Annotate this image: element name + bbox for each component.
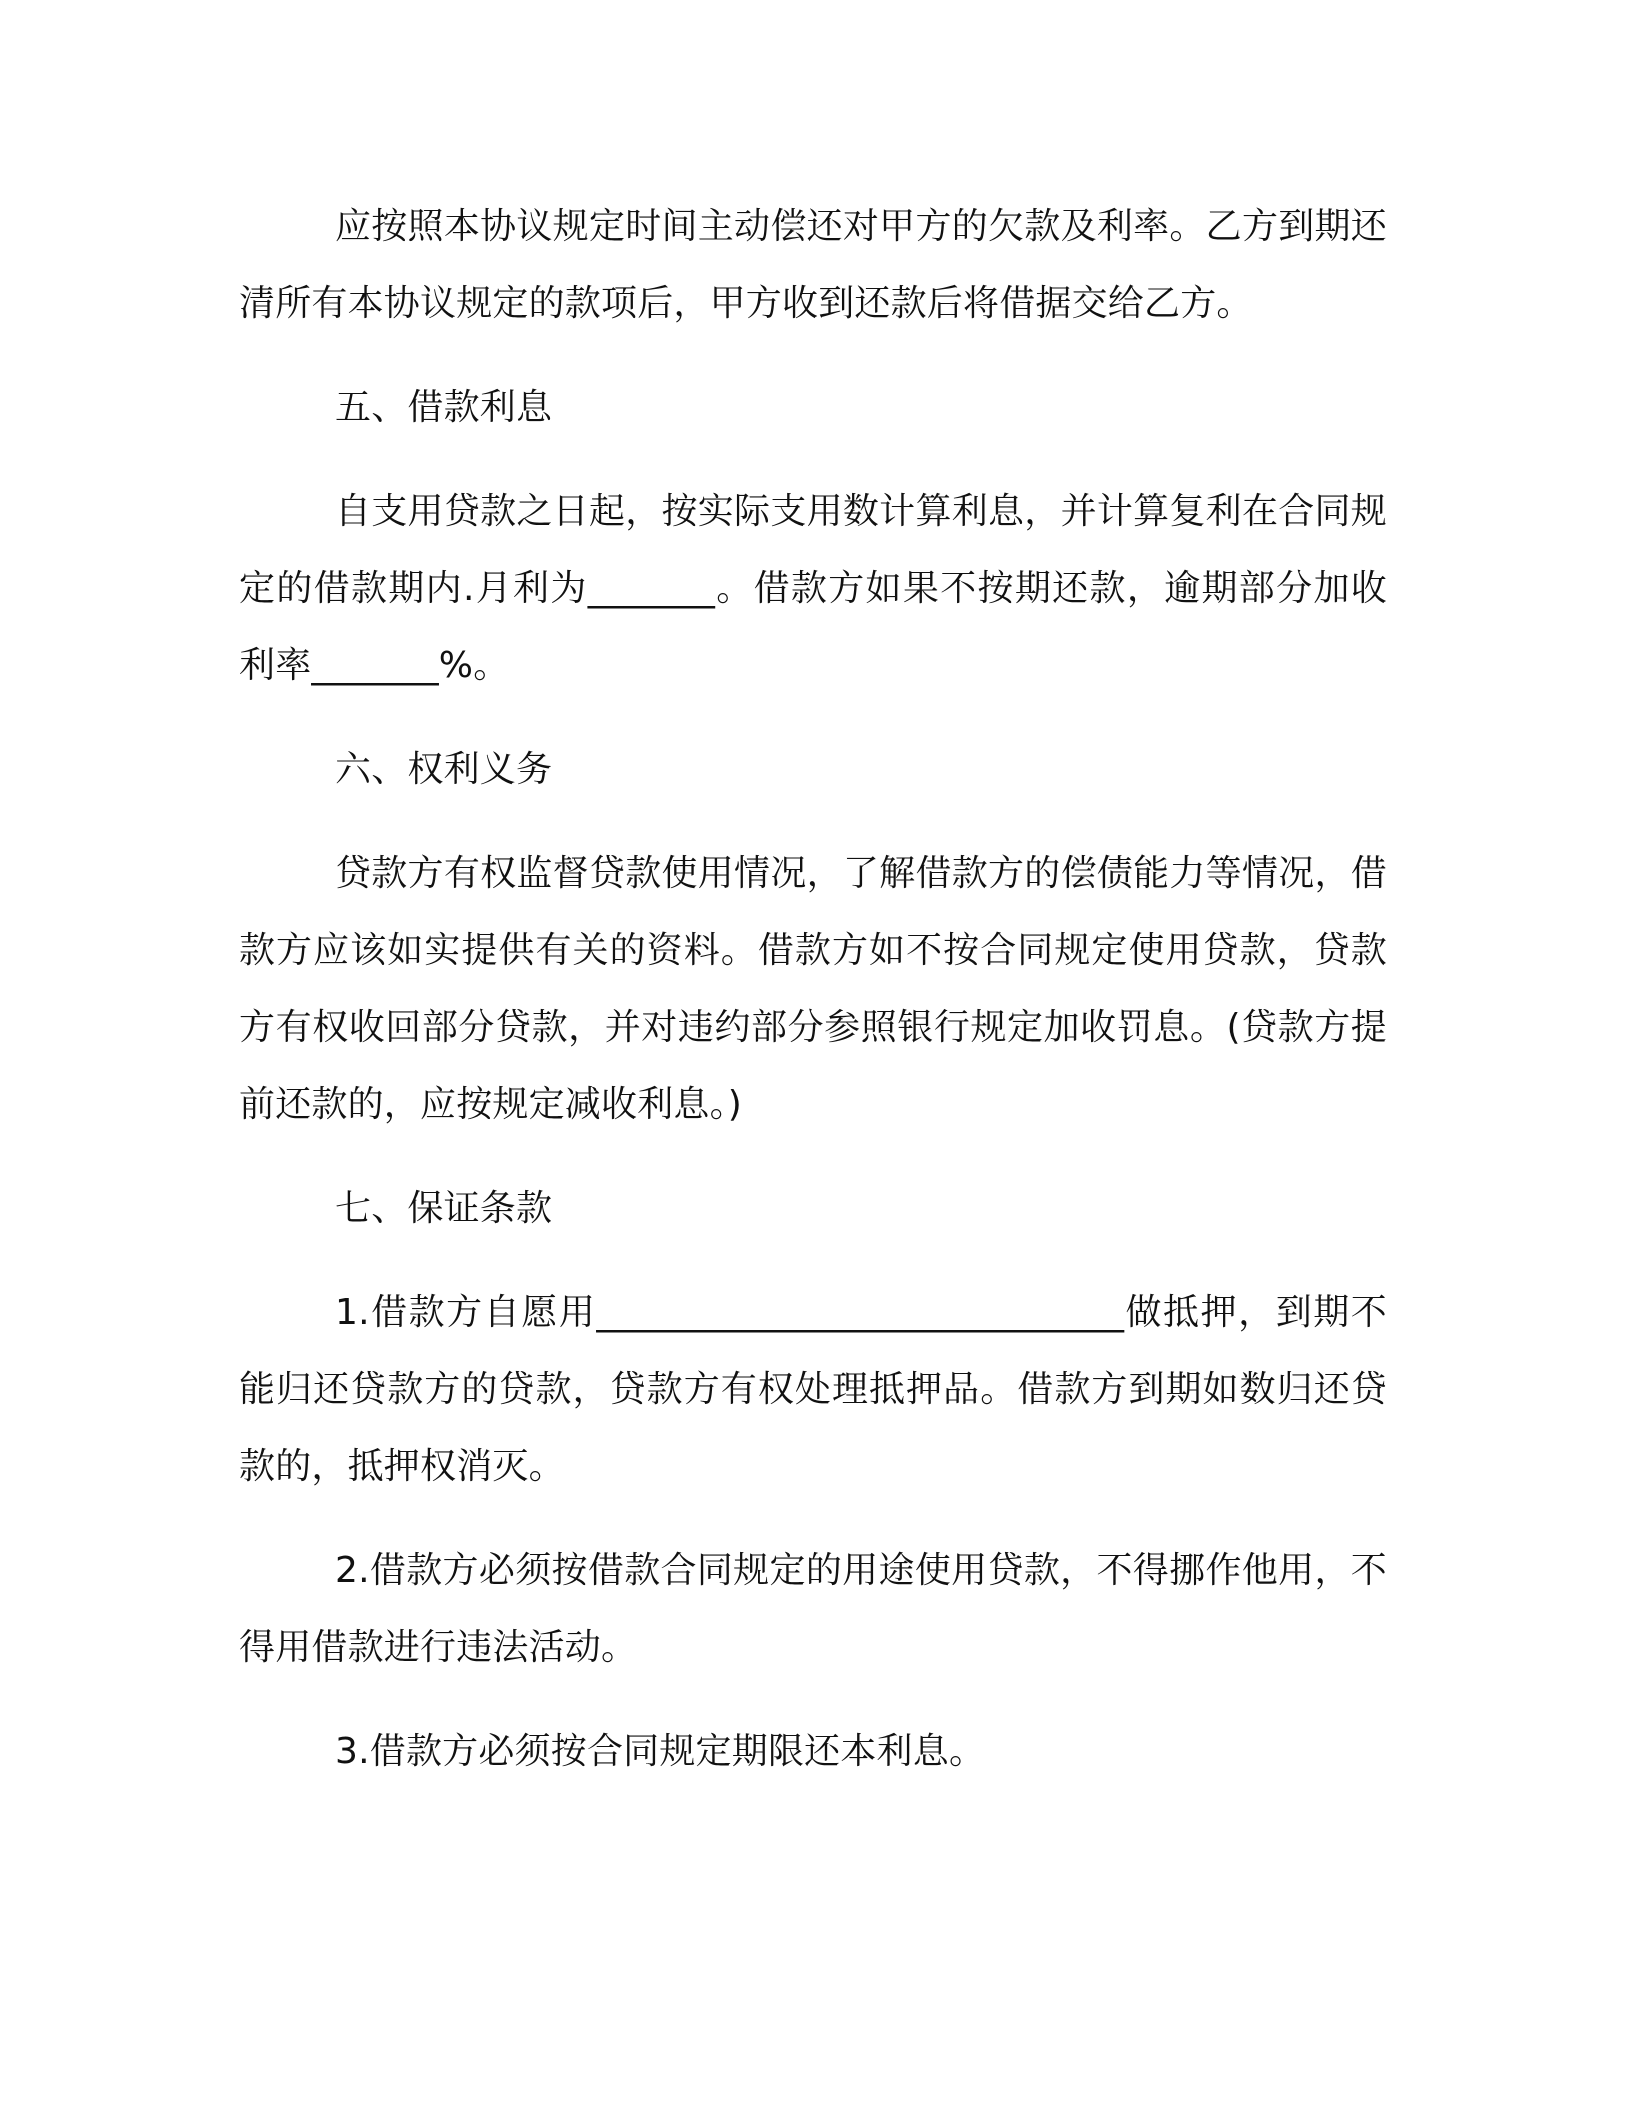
paragraph-interest-terms: 自支用贷款之日起，按实际支用数计算利息，并计算复利在合同规定的借款期内.月利为_______。借款方如果不按期还款，逾期部分加收利率_______%。 <box>239 491 1387 686</box>
document-body <box>239 188 1387 1817</box>
heading-loan-interest: 五、借款利息 <box>335 387 553 428</box>
paragraph-guarantee-3: 3.借款方必须按合同规定期限还本利息。 <box>335 1731 986 1772</box>
paragraph-guarantee-1: 1.借款方自愿用_____________________________做抵押，到期不能归还贷款方的贷款，贷款方有权处理抵押品。借款方到期如数归还贷款的，抵押权消灭。 <box>239 1292 1387 1487</box>
heading-guarantee-clauses: 七、保证条款 <box>335 1188 553 1229</box>
heading-rights-obligations: 六、权利义务 <box>335 749 553 790</box>
paragraph-rights-obligations: 贷款方有权监督贷款使用情况，了解借款方的偿债能力等情况，借款方应该如实提供有关的资料。借款方如不按合同规定使用贷款，贷款方有权收回部分贷款，并对违约部分参照银行规定加收罚息。(贷款方提前还款的，应按规定减收利息。) <box>239 853 1387 1125</box>
paragraph-guarantee-2: 2.借款方必须按借款合同规定的用途使用贷款，不得挪作他用，不得用借款进行违法活动。 <box>239 1550 1387 1668</box>
paragraph-repayment: 应按照本协议规定时间主动偿还对甲方的欠款及利率。乙方到期还清所有本协议规定的款项后，甲方收到还款后将借据交给乙方。 <box>239 206 1387 324</box>
